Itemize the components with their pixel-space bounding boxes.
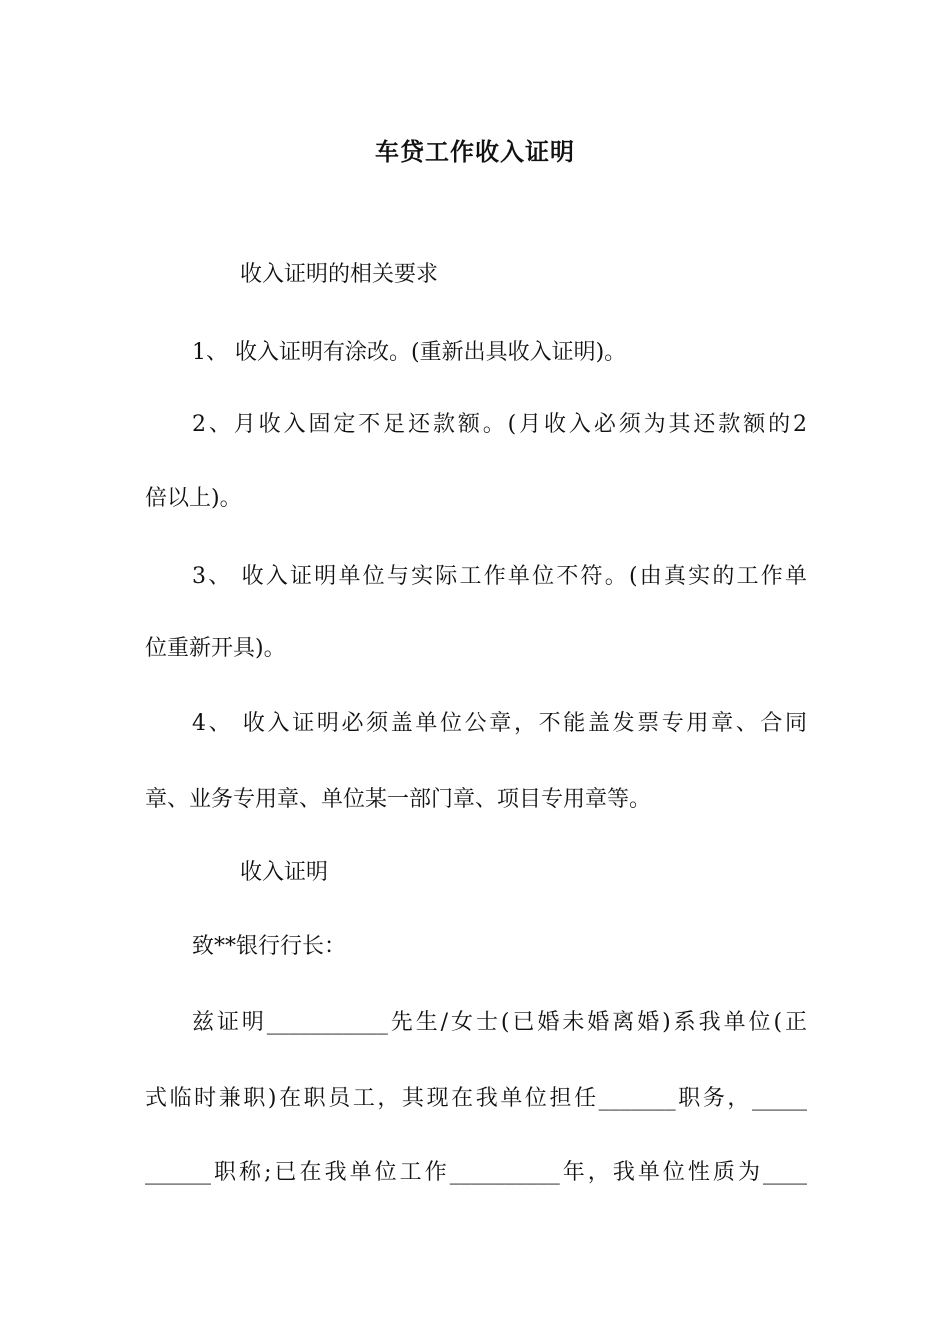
requirement-item-3-line-2: 位重新开具)。 <box>145 636 286 661</box>
certificate-body-line-1: 兹证明___________先生/女士(已婚未婚离婚)系我单位(正 <box>192 1010 807 1035</box>
certificate-body-line-2: 式临时兼职)在职员工，其现在我单位担任_______职务，_____ <box>145 1086 807 1111</box>
certificate-body-line-3: ______职称;已在我单位工作__________年，我单位性质为____ <box>145 1160 807 1185</box>
requirement-item-2-line-1: 2、月收入固定不足还款额。(月收入必须为其还款额的2 <box>192 412 807 437</box>
certificate-heading: 收入证明 <box>240 860 329 885</box>
requirement-item-2-line-2: 倍以上)。 <box>145 486 242 511</box>
certificate-salutation: 致**银行行长： <box>192 934 347 959</box>
requirements-heading: 收入证明的相关要求 <box>240 262 439 287</box>
requirement-item-4-line-1: 4、 收入证明必须盖单位公章，不能盖发票专用章、合同 <box>192 711 807 736</box>
document-title: 车贷工作收入证明 <box>375 138 575 166</box>
requirement-item-1: 1、 收入证明有涂改。(重新出具收入证明)。 <box>192 340 627 365</box>
requirement-item-4-line-2: 章、业务专用章、单位某一部门章、项目专用章等。 <box>145 787 652 812</box>
requirement-item-3-line-1: 3、 收入证明单位与实际工作单位不符。(由真实的工作单 <box>192 564 807 589</box>
